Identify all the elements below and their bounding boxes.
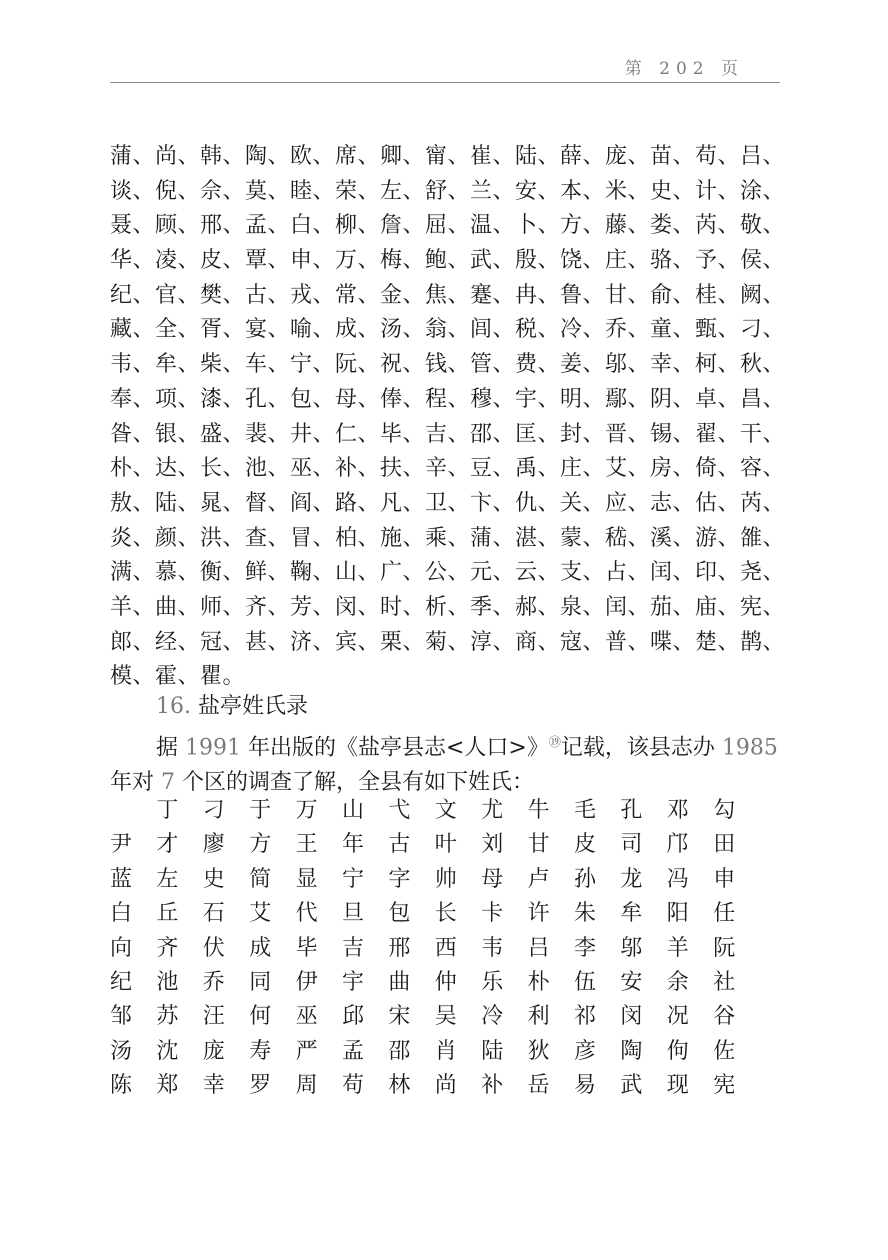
grid-row xyxy=(110,897,770,931)
grid-surname: 左 xyxy=(156,866,179,892)
surname-line: 满、慕、衡、鲜、鞠、山、广、公、元、云、支、占、闰、印、尧、 xyxy=(110,560,786,586)
page-number: 第 202 页 xyxy=(624,59,744,79)
grid-surname: 吴 xyxy=(434,1004,457,1030)
grid-surname: 池 xyxy=(156,969,179,995)
section-title: 盐亭姓氏录 xyxy=(198,694,309,719)
grid-surname: 宇 xyxy=(342,969,365,995)
grid-surname: 丁 xyxy=(156,798,179,823)
grid-surname: 宁 xyxy=(342,866,365,892)
grid-surname: 向 xyxy=(110,935,133,961)
grid-surname: 周 xyxy=(295,1073,318,1099)
grid-surname: 孟 xyxy=(342,1038,365,1064)
grid-surname: 冯 xyxy=(666,866,689,892)
surname-line: 谈、倪、佘、莫、睦、荣、左、舒、兰、安、本、米、史、计、涂、 xyxy=(110,178,786,204)
grid-surname: 邝 xyxy=(666,832,689,858)
grid-surname: 万 xyxy=(295,798,318,823)
surname-line: 华、凌、皮、覃、申、万、梅、鲍、武、殷、饶、庄、骆、予、侯、 xyxy=(110,248,786,274)
grid-surname: 林 xyxy=(388,1073,411,1099)
grid-surname: 艾 xyxy=(249,901,272,927)
grid-surname: 幸 xyxy=(202,1073,225,1099)
grid-surname: 邬 xyxy=(620,935,643,961)
grid-surname: 史 xyxy=(202,866,225,892)
surname-line: 蒲、尚、韩、陶、欧、席、卿、甯、崔、陆、薛、庞、苗、苟、吕、 xyxy=(110,144,786,169)
grid-surname: 郑 xyxy=(156,1073,179,1099)
grid-surname: 尤 xyxy=(481,798,504,823)
grid-surname: 佐 xyxy=(713,1038,736,1064)
grid-surname: 邵 xyxy=(388,1038,411,1064)
grid-surname: 古 xyxy=(388,832,411,858)
grid-surname: 邱 xyxy=(342,1004,365,1030)
para-text: 据 xyxy=(156,735,185,761)
grid-surname: 代 xyxy=(295,901,318,927)
grid-surname: 仲 xyxy=(434,969,457,995)
surname-line: 炎、颜、洪、查、冒、柏、施、乘、蒲、湛、蒙、嵇、溪、游、雒、 xyxy=(110,525,786,551)
grid-surname: 同 xyxy=(249,969,272,995)
grid-surname: 西 xyxy=(434,935,457,961)
grid-surname: 邢 xyxy=(388,935,411,961)
grid-surname: 帅 xyxy=(434,866,457,892)
grid-surname: 曲 xyxy=(388,969,411,995)
grid-surname: 庞 xyxy=(202,1038,225,1064)
grid-surname: 武 xyxy=(620,1073,643,1099)
grid-surname: 尚 xyxy=(434,1073,457,1099)
grid-surname: 肖 xyxy=(434,1038,457,1064)
grid-row xyxy=(110,1035,770,1069)
grid-surname: 叶 xyxy=(434,832,457,858)
section-heading xyxy=(110,690,790,725)
grid-surname: 社 xyxy=(713,969,736,995)
grid-surname: 毕 xyxy=(295,935,318,961)
grid-surname: 陆 xyxy=(481,1038,504,1064)
grid-surname: 阳 xyxy=(666,901,689,927)
grid-surname: 苟 xyxy=(342,1073,365,1099)
grid-surname: 长 xyxy=(434,901,457,927)
grid-row xyxy=(110,1069,770,1103)
surname-grid xyxy=(110,794,770,1104)
grid-surname: 巫 xyxy=(295,1004,318,1030)
grid-surname: 田 xyxy=(713,832,736,858)
grid-surname: 况 xyxy=(666,1004,689,1030)
grid-surname: 牛 xyxy=(527,798,550,823)
surname-line: 韦、牟、柴、车、宁、阮、祝、钱、管、费、姜、邬、幸、柯、秋、 xyxy=(110,352,786,378)
grid-surname: 显 xyxy=(295,866,318,892)
grid-surname: 白 xyxy=(110,901,133,927)
grid-surname: 谷 xyxy=(713,1004,736,1030)
page-header xyxy=(110,52,780,83)
grid-surname: 李 xyxy=(574,935,597,961)
grid-surname: 勾 xyxy=(713,798,736,823)
grid-surname: 弋 xyxy=(388,798,411,823)
grid-surname: 卡 xyxy=(481,901,504,927)
para-year: 1985 xyxy=(721,735,778,761)
grid-surname: 许 xyxy=(527,901,550,927)
grid-surname: 吕 xyxy=(527,935,550,961)
grid-surname: 包 xyxy=(388,901,411,927)
grid-surname: 邓 xyxy=(666,798,689,823)
grid-row xyxy=(110,828,770,862)
grid-surname: 毛 xyxy=(574,798,597,823)
grid-surname: 孙 xyxy=(574,866,597,892)
grid-surname: 文 xyxy=(434,798,457,823)
grid-surname: 现 xyxy=(666,1073,689,1099)
grid-surname: 才 xyxy=(156,832,179,858)
para-text: 年对 xyxy=(110,769,161,795)
grid-surname: 吉 xyxy=(342,935,365,961)
grid-surname: 苏 xyxy=(156,1004,179,1030)
para-count: 7 xyxy=(161,769,175,795)
section-paragraph-line1 xyxy=(110,725,790,766)
surname-line: 模、霍、瞿。 xyxy=(110,664,246,690)
surname-line: 纪、官、樊、古、戎、常、金、焦、蹇、冉、鲁、甘、俞、桂、阙、 xyxy=(110,282,786,308)
grid-surname: 于 xyxy=(249,798,272,823)
grid-row xyxy=(110,794,770,828)
surname-list xyxy=(110,140,800,695)
surname-line: 昝、银、盛、裴、井、仁、毕、吉、邵、匡、封、晋、锡、翟、干、 xyxy=(110,421,786,447)
grid-surname: 任 xyxy=(713,901,736,927)
grid-surname: 佝 xyxy=(666,1038,689,1064)
surname-line: 敖、陆、晁、督、阎、路、凡、卫、卞、仇、关、应、志、估、芮、 xyxy=(110,490,786,516)
grid-surname: 司 xyxy=(620,832,643,858)
grid-surname: 岳 xyxy=(527,1073,550,1099)
grid-row xyxy=(110,966,770,1000)
footnote-marker: ⑲ xyxy=(548,734,561,749)
grid-surname: 朴 xyxy=(527,969,550,995)
grid-surname: 皮 xyxy=(574,832,597,858)
grid-row xyxy=(110,1000,770,1034)
section-number: 16. xyxy=(156,694,191,719)
grid-surname: 易 xyxy=(574,1073,597,1099)
grid-surname: 何 xyxy=(249,1004,272,1030)
grid-surname: 伊 xyxy=(295,969,318,995)
grid-surname: 母 xyxy=(481,866,504,892)
grid-surname: 余 xyxy=(666,969,689,995)
grid-surname: 年 xyxy=(342,832,365,858)
grid-surname: 罗 xyxy=(249,1073,272,1099)
section-16 xyxy=(110,690,790,800)
grid-surname: 闵 xyxy=(620,1004,643,1030)
grid-surname: 廖 xyxy=(202,832,225,858)
grid-surname: 彦 xyxy=(574,1038,597,1064)
grid-surname: 方 xyxy=(249,832,272,858)
grid-surname: 邹 xyxy=(110,1004,133,1030)
grid-surname: 齐 xyxy=(156,935,179,961)
surname-line: 郎、经、冠、甚、济、宾、栗、菊、淳、商、寇、普、喋、楚、鹊、 xyxy=(110,629,786,655)
grid-surname: 沈 xyxy=(156,1038,179,1064)
grid-surname: 朱 xyxy=(574,901,597,927)
grid-surname: 冷 xyxy=(481,1004,504,1030)
grid-surname: 旦 xyxy=(342,901,365,927)
grid-surname: 狄 xyxy=(527,1038,550,1064)
grid-surname: 汤 xyxy=(110,1038,133,1064)
grid-surname: 利 xyxy=(527,1004,550,1030)
grid-surname: 阮 xyxy=(713,935,736,961)
grid-row xyxy=(110,863,770,897)
grid-surname: 丘 xyxy=(156,901,179,927)
grid-surname: 陈 xyxy=(110,1073,133,1099)
grid-surname: 龙 xyxy=(620,866,643,892)
grid-surname: 汪 xyxy=(202,1004,225,1030)
grid-surname: 牟 xyxy=(620,901,643,927)
surname-line: 奉、项、漆、孔、包、母、俸、程、穆、宇、明、鄢、阴、卓、昌、 xyxy=(110,386,786,412)
grid-surname: 宋 xyxy=(388,1004,411,1030)
grid-surname: 伏 xyxy=(202,935,225,961)
grid-surname: 甘 xyxy=(527,832,550,858)
grid-surname: 宪 xyxy=(713,1073,736,1099)
grid-surname: 补 xyxy=(481,1073,504,1099)
grid-surname: 严 xyxy=(295,1038,318,1064)
para-year: 1991 xyxy=(185,735,241,761)
grid-surname: 字 xyxy=(388,866,411,892)
grid-surname: 寿 xyxy=(249,1038,272,1064)
para-text: 年出版的《盐亭县志<人口>》 xyxy=(241,735,549,761)
grid-surname: 孔 xyxy=(620,798,643,823)
grid-surname: 王 xyxy=(295,832,318,858)
grid-surname: 卢 xyxy=(527,866,550,892)
grid-surname: 申 xyxy=(713,866,736,892)
grid-surname: 简 xyxy=(249,866,272,892)
surname-line: 朴、达、长、池、巫、补、扶、辛、豆、禹、庄、艾、房、倚、容、 xyxy=(110,456,786,482)
surname-line: 藏、全、胥、宴、喻、成、汤、翁、闾、税、冷、乔、童、甄、刁、 xyxy=(110,317,786,343)
grid-surname: 纪 xyxy=(110,969,133,995)
grid-surname: 刘 xyxy=(481,832,504,858)
grid-surname: 石 xyxy=(202,901,225,927)
grid-surname: 韦 xyxy=(481,935,504,961)
grid-surname: 安 xyxy=(620,969,643,995)
para-text: 记载，该县志办 xyxy=(560,735,722,761)
grid-surname: 乔 xyxy=(202,969,225,995)
surname-line: 羊、曲、师、齐、芳、闵、时、析、季、郝、泉、闰、茄、庙、宪、 xyxy=(110,594,786,620)
grid-surname: 尹 xyxy=(110,832,133,858)
grid-surname: 刁 xyxy=(202,798,225,823)
grid-surname: 祁 xyxy=(574,1004,597,1030)
grid-surname: 陶 xyxy=(620,1038,643,1064)
grid-surname: 蓝 xyxy=(110,866,133,892)
grid-row xyxy=(110,932,770,966)
surname-line: 聂、顾、邢、孟、白、柳、詹、屈、温、卜、方、藤、娄、芮、敬、 xyxy=(110,213,786,239)
para-text: 个区的调查了解，全县有如下姓氏： xyxy=(175,769,534,795)
grid-surname: 羊 xyxy=(666,935,689,961)
grid-surname: 伍 xyxy=(574,969,597,995)
grid-surname: 成 xyxy=(249,935,272,961)
grid-surname: 山 xyxy=(342,798,365,823)
grid-surname: 乐 xyxy=(481,969,504,995)
